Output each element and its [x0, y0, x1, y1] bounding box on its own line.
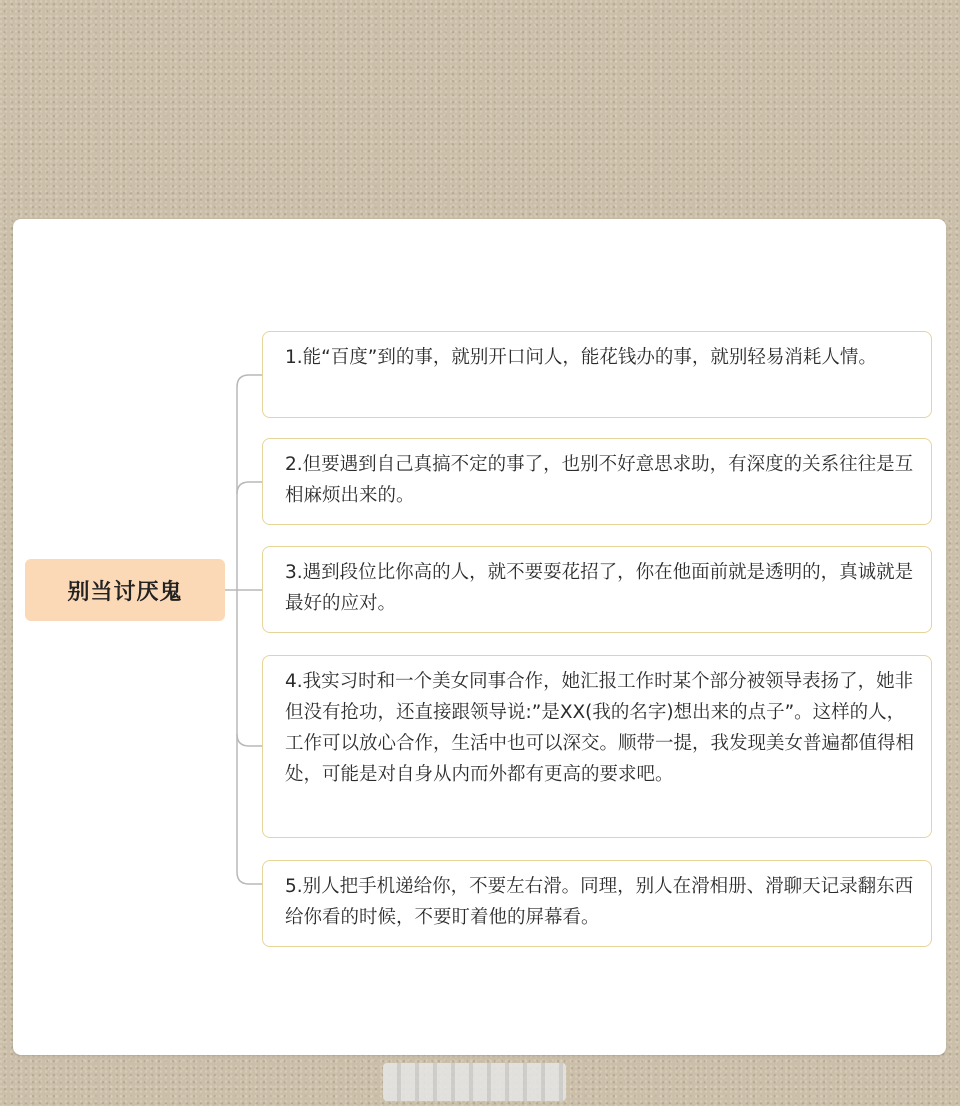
branch-node-1: 1.能“百度”到的事，就别开口问人，能花钱办的事，就别轻易消耗人情。	[262, 331, 932, 418]
branch-node-5: 5.别人把手机递给你，不要左右滑。同理，别人在滑相册、滑聊天记录翻东西给你看的时候，不要盯着他的屏幕看。	[262, 860, 932, 947]
branch-node-2: 2.但要遇到自己真搞不定的事了，也别不好意思求助，有深度的关系往往是互相麻烦出来的。	[262, 438, 932, 525]
watermark	[383, 1063, 566, 1101]
branch-node-3: 3.遇到段位比你高的人，就不要耍花招了，你在他面前就是透明的，真诚就是最好的应对。	[262, 546, 932, 633]
root-node: 别当讨厌鬼	[25, 559, 225, 621]
connector-branch-2	[237, 482, 262, 494]
connector-branch-1	[237, 375, 262, 387]
connector-branch-5	[237, 872, 262, 884]
branch-node-4: 4.我实习时和一个美女同事合作，她汇报工作时某个部分被领导表扬了，她非但没有抢功，还直接跟领导说:”是XX(我的名字)想出来的点子”。这样的人，工作可以放心合作，生活中也可以深交。顺带一提，我发现美女普遍都值得相处，可能是对自身从内而外都有更高的要求吧。	[262, 655, 932, 838]
mindmap-card	[13, 219, 946, 1055]
connector-branch-4	[237, 734, 262, 746]
